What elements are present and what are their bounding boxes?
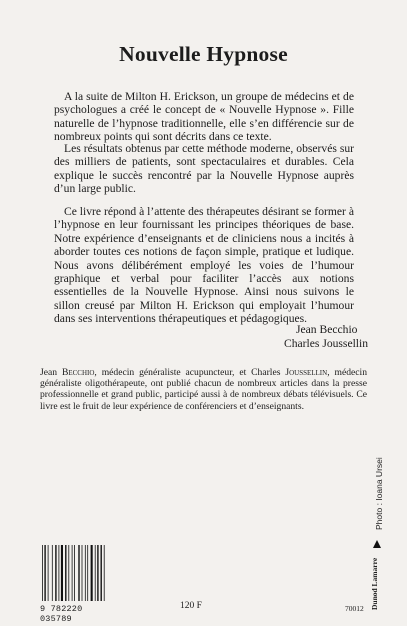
signature-author-2: Charles Joussellin bbox=[284, 337, 369, 350]
isbn-digits: 9 782220 035789 bbox=[40, 604, 83, 624]
authors-bio bbox=[40, 367, 367, 412]
paragraph-text: Ce livre répond à l’attente des thérapeutes désirant se former à l’hypnose en leur fournissant les principes théoriques de base. Notre expérience d’enseignants et de cliniciens nous a incités à aborder toutes ces notions de façon simple, pratique et ludique. Nous avons délibérément employé les voies de l’humour graphique et verbal pour faciliter l’accès aux notions essentielles de la Nouvelle Hypnose. Ainsi nous suivons le sillon creusé par Milton H. Erickson qui employait l’humour dans ses interventions thérapeutiques et pédagogiques. bbox=[54, 205, 354, 326]
book-title: Nouvelle Hypnose bbox=[119, 42, 288, 66]
paragraph-text: A la suite de Milton H. Erickson, un groupe de médecins et de psychologues a créé le concept de « Nouvelle Hypnose ». Fille naturelle de l’hypnose traditionnelle, elle s’en différencie sur de nombreux points qui sont décrits dans ce texte. bbox=[54, 90, 354, 144]
paragraph-2 bbox=[54, 142, 354, 196]
paragraph-1 bbox=[54, 90, 354, 144]
publisher-triangle-icon bbox=[373, 540, 381, 548]
paragraph-3 bbox=[54, 205, 354, 326]
signature-author-1: Jean Becchio bbox=[296, 323, 358, 336]
bio-name1-last: Becchio bbox=[61, 367, 95, 378]
publisher-logo-text: Dunod Lamarre bbox=[370, 557, 379, 610]
photo-credit-text: Photo : Ioana Ursei bbox=[374, 457, 384, 530]
bio-part2: , médecin généraliste oligothérapeute, ont publié chacun de nombreux articles dans la presse professionnelle et grand public, participé aussi à de nombreux débats télévisuels. Ce livre est le fruit de leur expérience de conférenciers et d’enseignants. bbox=[40, 367, 367, 412]
photo-credit bbox=[374, 457, 388, 530]
bio-name2-last: Joussellin bbox=[285, 367, 328, 378]
price: 120 F bbox=[180, 601, 202, 611]
bio-name1-first: Jean bbox=[40, 367, 62, 378]
publisher-logo bbox=[370, 540, 384, 610]
bio-part1: , médecin généraliste acupuncteur, et Charles bbox=[94, 367, 286, 378]
paragraph-text: Les résultats obtenus par cette méthode moderne, observés sur des milliers de patients, sont spectaculaires et durables. Cela explique le succès rencontré par la Nouvelle Hypnose auprès d’un large public. bbox=[54, 142, 354, 196]
barcode-icon bbox=[40, 545, 110, 603]
catalog-code: 70012 bbox=[345, 604, 364, 613]
